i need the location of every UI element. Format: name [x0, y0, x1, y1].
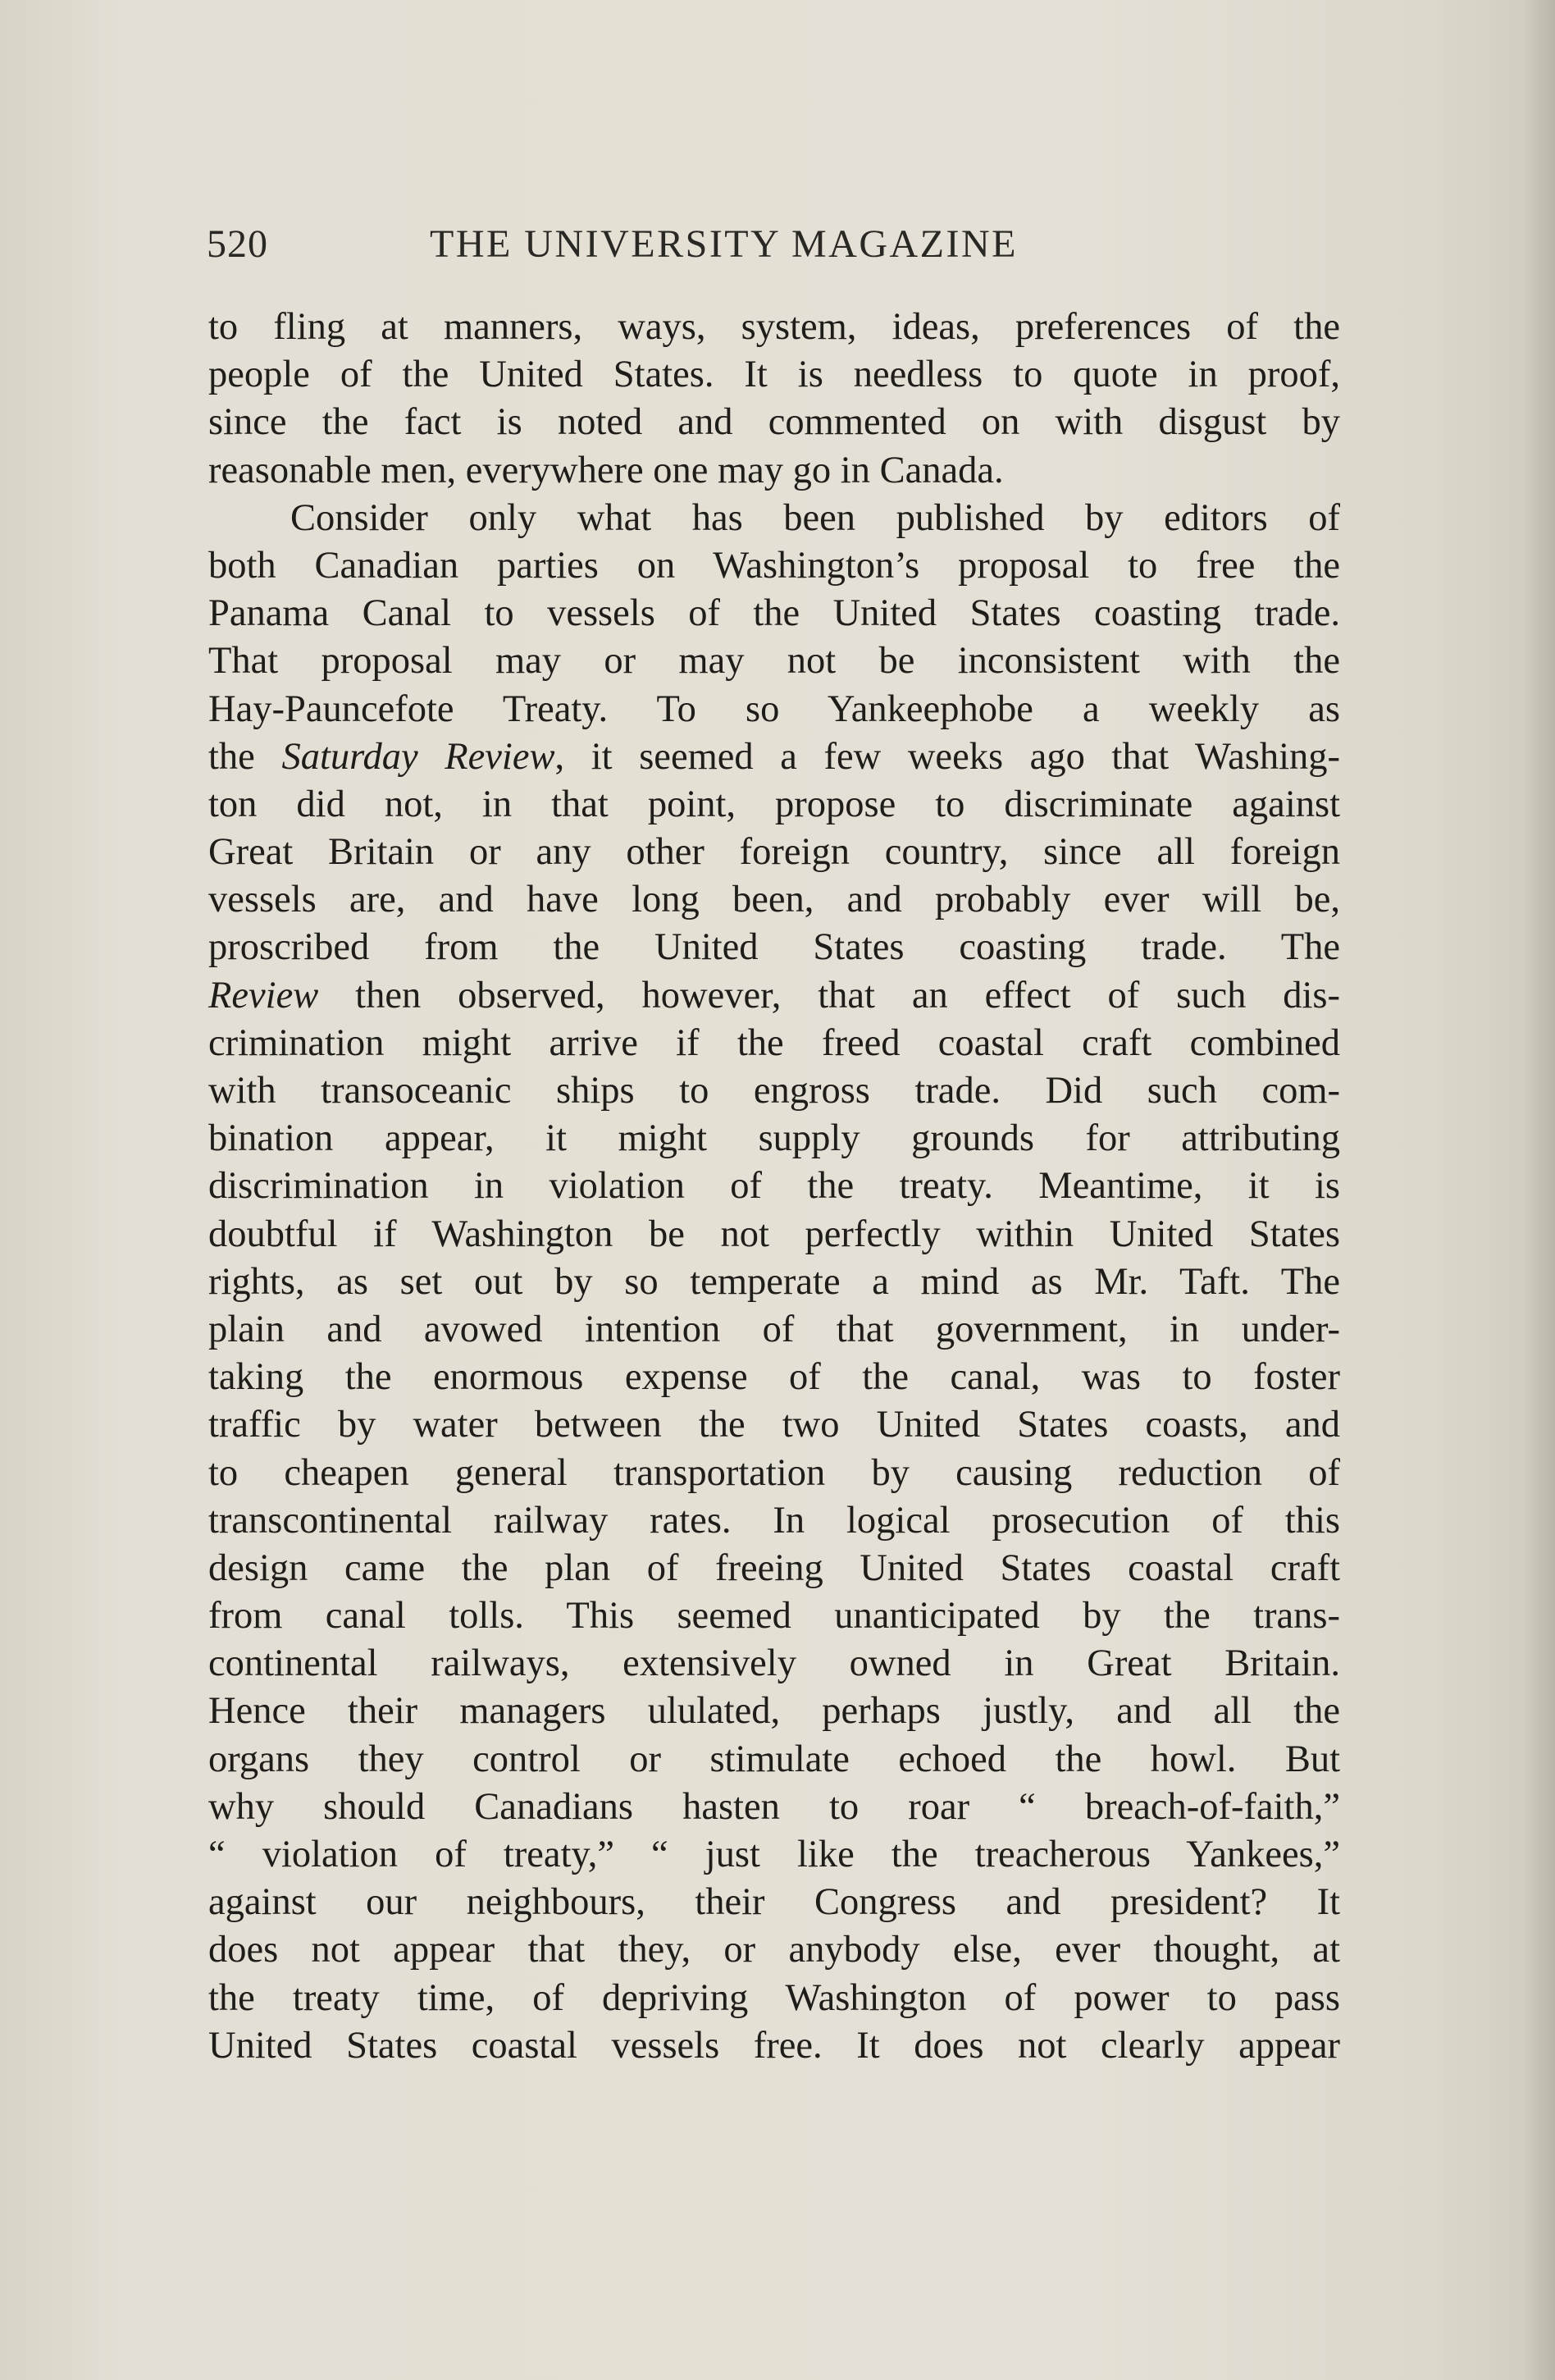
text-line: both Canadian parties on Washington’s proposal to free the — [208, 544, 1340, 587]
text-line: ton did not, in that point, propose to discriminate against — [208, 783, 1340, 825]
text-line: to fling at manners, ways, system, ideas, preferences of the — [208, 306, 1340, 348]
italic-title: Review — [208, 974, 319, 1016]
text-line: Hence their managers ululated, perhaps justly, and all the — [208, 1690, 1340, 1733]
text-line: Hay-Pauncefote Treaty. To so Yankeephobe a weekly as — [208, 688, 1340, 730]
text-line: plain and avowed intention of that government, in under- — [208, 1308, 1340, 1350]
body-text — [208, 304, 1357, 2070]
page-header — [207, 222, 1355, 279]
text-line: design came the plan of freeing United States coastal craft — [208, 1546, 1340, 1589]
text-line: organs they control or stimulate echoed the howl. But — [208, 1738, 1340, 1780]
text-line: continental railways, extensively owned in Great Britain. — [208, 1642, 1340, 1685]
text-line-with-italic: the Saturday Review, it seemed a few weeks ago that Washing- — [208, 735, 1340, 778]
text-line: United States coastal vessels free. It does not clearly appear — [208, 2024, 1340, 2067]
text-line: to cheapen general transportation by causing reduction of — [208, 1451, 1340, 1494]
text-line: Panama Canal to vessels of the United States coasting trade. — [208, 592, 1340, 635]
italic-title: Saturday Review — [281, 735, 555, 778]
text-line: Great Britain or any other foreign country, since all foreign — [208, 831, 1340, 874]
text-line: rights, as set out by so temperate a mind as Mr. Taft. The — [208, 1260, 1340, 1303]
text-line: against our neighbours, their Congress and president? It — [208, 1881, 1340, 1924]
text-line-with-italic: Review then observed, however, that an effect of such dis- — [208, 974, 1340, 1016]
text-line: with transoceanic ships to engross trade. Did such com- — [208, 1070, 1340, 1112]
text-line: discrimination in violation of the treaty. Meantime, it is — [208, 1165, 1340, 1208]
text-line: traffic by water between the two United States coasts, and — [208, 1404, 1340, 1446]
paragraph-start-line: Consider only what has been published by editors of — [290, 496, 1340, 539]
text-line: bination appear, it might supply grounds for attributing — [208, 1117, 1340, 1160]
text-line: “ violation of treaty,” “ just like the treacherous Yankees,” — [208, 1834, 1340, 1875]
text-line: since the fact is noted and commented on with disgust by — [208, 401, 1340, 444]
page-number: 520 — [207, 222, 268, 266]
running-title: THE UNIVERSITY MAGAZINE — [430, 222, 1018, 266]
text-line: proscribed from the United States coasting trade. The — [208, 926, 1340, 969]
text-line: why should Canadians hasten to roar “ breach-of-faith,” — [208, 1785, 1340, 1828]
text-line: crimination might arrive if the freed coastal craft combined — [208, 1021, 1340, 1064]
text-line: from canal tolls. This seemed unanticipated by the trans- — [208, 1595, 1340, 1638]
text-line: the treaty time, of depriving Washington of power to pass — [208, 1976, 1340, 2019]
text-line: people of the United States. It is needless to quote in proof, — [208, 354, 1340, 396]
text-line: does not appear that they, or anybody else, ever thought, at — [208, 1929, 1340, 1971]
text-line: reasonable men, everywhere one may go in Canada. — [208, 449, 1004, 491]
text-line: taking the enormous expense of the canal, was to foster — [208, 1356, 1340, 1399]
text-line: vessels are, and have long been, and probably ever will be, — [208, 879, 1340, 921]
text-line: That proposal may or may not be inconsistent with the — [208, 640, 1340, 683]
text-line: doubtful if Washington be not perfectly within United States — [208, 1213, 1340, 1255]
text-line: transcontinental railway rates. In logical prosecution of this — [208, 1499, 1340, 1542]
